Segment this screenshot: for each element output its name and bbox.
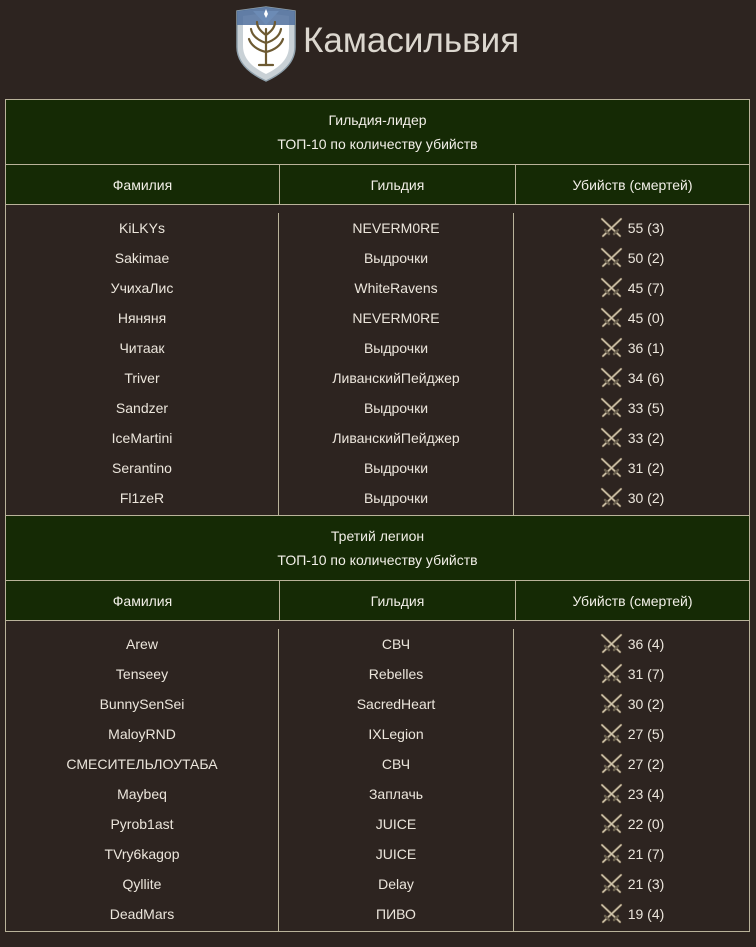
player-family-name: УчихаЛис (110, 280, 174, 296)
player-family-name: DeadMars (109, 906, 175, 922)
player-guild-name: Выдрочки (363, 400, 429, 416)
section-body (6, 621, 749, 931)
player-family-name: KiLKYs (119, 220, 165, 236)
crossed-swords-icon (599, 337, 624, 359)
player-kills-cell (514, 303, 749, 333)
column-header-family: Фамилия (6, 581, 280, 620)
player-guild-name: WhiteRavens (354, 280, 438, 296)
crossed-swords-icon (599, 873, 624, 895)
guild-column (279, 629, 514, 931)
player-guild-name: IXLegion (368, 726, 424, 742)
player-kills-cell (514, 629, 749, 659)
crossed-swords-icon (599, 397, 624, 419)
kills-deaths-value: 45 (7) (627, 280, 665, 296)
guild-column (279, 213, 514, 515)
player-guild-name: СВЧ (381, 636, 411, 652)
player-kills-cell (514, 453, 749, 483)
crossed-swords-icon (599, 427, 624, 449)
player-kills-cell (514, 659, 749, 689)
crossed-swords-icon (599, 723, 624, 745)
crossed-swords-icon (599, 247, 624, 269)
player-guild-name: Выдрочки (363, 490, 429, 506)
player-family-name: Pyrob1ast (110, 816, 174, 832)
kills-deaths-value: 45 (0) (627, 310, 665, 326)
player-guild-name: Выдрочки (363, 460, 429, 476)
player-kills-cell (514, 243, 749, 273)
player-family-name: TVry6kagop (104, 846, 180, 862)
kills-deaths-value: 19 (4) (627, 906, 665, 922)
section-subtitle: ТОП-10 по количеству убийств (277, 552, 478, 568)
player-guild-name: ЛиванскийПейджер (332, 430, 460, 446)
column-header-row (6, 165, 749, 205)
player-family-name: Fl1zeR (119, 490, 165, 506)
player-guild-name: SacredHeart (356, 696, 436, 712)
family-column (6, 213, 279, 515)
player-kills-cell (514, 213, 749, 243)
crossed-swords-icon (599, 663, 624, 685)
kills-deaths-value: 33 (5) (627, 400, 665, 416)
player-guild-name: Выдрочки (363, 250, 429, 266)
ranking-table (5, 99, 750, 932)
kills-deaths-value: 34 (6) (627, 370, 665, 386)
player-family-name: Qyllite (122, 876, 162, 892)
section-title: Третий легион (330, 528, 425, 544)
kills-deaths-value: 55 (3) (627, 220, 665, 236)
player-kills-cell (514, 719, 749, 749)
page-header (0, 0, 756, 100)
player-kills-cell (514, 869, 749, 899)
player-guild-name: Выдрочки (363, 340, 429, 356)
player-family-name: BunnySenSei (99, 696, 185, 712)
section-title: Гильдия-лидер (328, 112, 427, 128)
player-kills-cell (514, 333, 749, 363)
crossed-swords-icon (599, 903, 624, 925)
player-family-name: Tenseey (115, 666, 169, 682)
crossed-swords-icon (599, 367, 624, 389)
player-kills-cell (514, 839, 749, 869)
kills-deaths-value: 21 (7) (627, 846, 665, 862)
player-family-name: IceMartini (111, 430, 173, 446)
column-header-row (6, 581, 749, 621)
player-kills-cell (514, 779, 749, 809)
player-guild-name: JUICE (375, 816, 417, 832)
kills-deaths-value: 36 (4) (627, 636, 665, 652)
player-family-name: Arew (126, 636, 158, 652)
section-header-third-legion (6, 516, 749, 581)
crossed-swords-icon (599, 217, 624, 239)
player-family-name: Maybeq (117, 786, 167, 802)
player-guild-name: ПИВО (376, 906, 416, 922)
player-kills-cell (514, 273, 749, 303)
player-kills-cell (514, 809, 749, 839)
player-family-name: Sandzer (115, 400, 169, 416)
kills-deaths-value: 30 (2) (627, 696, 665, 712)
crossed-swords-icon (599, 307, 624, 329)
kills-deaths-value: 36 (1) (627, 340, 665, 356)
kills-deaths-value: 27 (5) (627, 726, 665, 742)
player-family-name: Sakimae (114, 250, 170, 266)
crossed-swords-icon (599, 633, 624, 655)
column-header-kills: Убийств (смертей) (572, 176, 693, 193)
player-kills-cell (514, 689, 749, 719)
player-guild-name: JUICE (375, 846, 417, 862)
player-family-name: Читаак (119, 340, 165, 356)
player-kills-cell (514, 899, 749, 929)
kills-deaths-value: 27 (2) (627, 756, 665, 772)
kills-deaths-value: 23 (4) (627, 786, 665, 802)
kills-deaths-value: 22 (0) (627, 816, 665, 832)
kills-column (514, 629, 749, 931)
kills-column (514, 213, 749, 515)
column-header-guild: Гильдия (280, 581, 516, 620)
player-family-name: Serantino (112, 460, 172, 476)
player-guild-name: Заплачь (368, 786, 424, 802)
player-kills-cell (514, 363, 749, 393)
player-family-name: Triver (124, 370, 160, 386)
kills-deaths-value: 33 (2) (627, 430, 665, 446)
player-guild-name: ЛиванскийПейджер (332, 370, 460, 386)
crossed-swords-icon (599, 487, 624, 509)
player-family-name: MaloyRND (108, 726, 176, 742)
kamasylvia-emblem-icon (233, 5, 299, 82)
section-subtitle: ТОП-10 по количеству убийств (277, 136, 478, 152)
crossed-swords-icon (599, 813, 624, 835)
crossed-swords-icon (599, 783, 624, 805)
section-body (6, 205, 749, 516)
kills-deaths-value: 31 (2) (627, 460, 665, 476)
column-header-kills: Убийств (смертей) (572, 592, 693, 609)
crossed-swords-icon (599, 693, 624, 715)
crossed-swords-icon (599, 277, 624, 299)
player-family-name: Няняня (117, 310, 167, 326)
player-guild-name: NEVERM0RE (352, 310, 440, 326)
column-header-guild: Гильдия (280, 165, 516, 204)
player-family-name: СМЕСИТЕЛЬЛОУТАБА (66, 756, 218, 772)
player-guild-name: NEVERM0RE (352, 220, 440, 236)
player-kills-cell (514, 423, 749, 453)
player-kills-cell (514, 393, 749, 423)
crossed-swords-icon (599, 843, 624, 865)
region-title: Камасильвия (303, 21, 520, 60)
kills-deaths-value: 50 (2) (627, 250, 665, 266)
player-guild-name: СВЧ (381, 756, 411, 772)
family-column (6, 629, 279, 931)
crossed-swords-icon (599, 753, 624, 775)
kills-deaths-value: 31 (7) (627, 666, 665, 682)
column-header-family: Фамилия (6, 165, 280, 204)
kills-deaths-value: 21 (3) (627, 876, 665, 892)
player-kills-cell (514, 749, 749, 779)
kills-deaths-value: 30 (2) (627, 490, 665, 506)
section-header-guild-leader (6, 100, 749, 165)
player-kills-cell (514, 483, 749, 513)
player-guild-name: Delay (378, 876, 414, 892)
player-guild-name: Rebelles (368, 666, 424, 682)
crossed-swords-icon (599, 457, 624, 479)
